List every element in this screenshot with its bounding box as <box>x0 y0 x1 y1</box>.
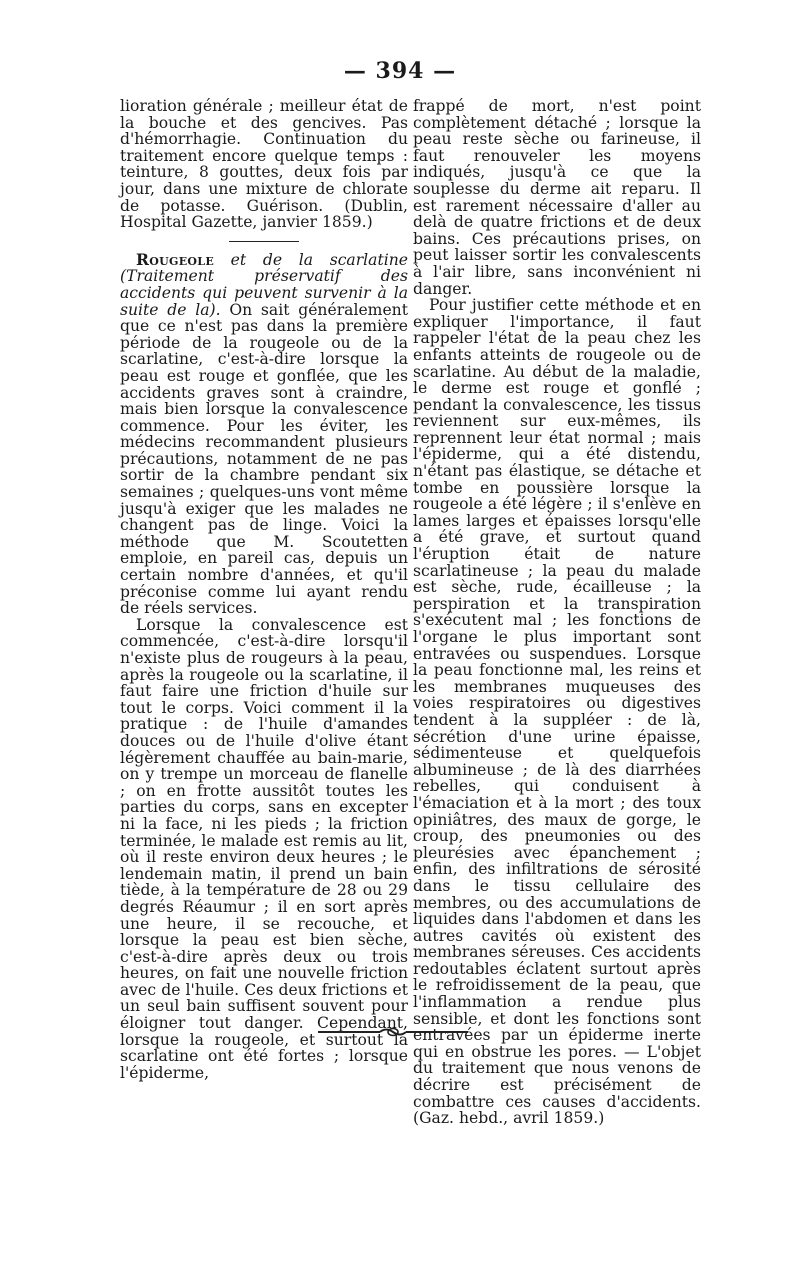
paragraph-rougeole-intro <box>120 249 408 618</box>
end-ornament-icon <box>318 1026 468 1038</box>
section-divider <box>229 241 299 242</box>
paragraph-justification-text: Pour justifier cette méthode et en expliquer l'importance, il faut rappeler l'état de la peau chez les enfants atteints de rougeole ou de scarlatine. Au début de la maladie, le derme est rouge et gonflé ; pendant la convalescence, les tissus reviennent sur eux-mêmes, ils reprennent leur état normal ; mais l'épiderme, qui a été distendu, n'étant pas élastique, se détache et tombe en poussière lorsque la rougeole a été légère ; il s'enlève en lames larges et épaisses lorsqu'elle a été grave, et surtout quand l'éruption était de nature scarlatineuse ; la peau du malade est sèche, rude, écailleuse ; la perspiration et la transpiration s'exécutent mal ; les fonctions de l'organe le plus important sont entravées ou suspendues. Lorsque la peau fonctionne mal, les reins et les membranes muqueuses des voies respiratoires ou digestives tendent à la suppléer : de là, sécrétion d'une urine épaisse, sédimenteuse et quelquefois albumineuse ; de là des diarrhées rebelles, qui conduisent à l'émaciation et à la mort ; des toux opiniâtres, des maux de gorge, le croup, des pneumonies ou des pleurésies avec épanchement ; enfin, des infiltrations de sérosité dans le tissu cellulaire des membres, ou des accumulations de liquides dans l'abdomen et dans les autres cavités où existent des membranes séreuses. Ces accidents redoutables éclatent surtout après le refroidissement de la peau, que l'inflammation a rendue plus sensible, et dont les fonctions sont entravées par un épiderme inerte qui en obstrue les pores. — L'objet du traitement que nous venons de décrire est précisément de combattre ces causes d'accidents. <box>413 296 701 1111</box>
paragraph-continued: frappé de mort, n'est point complètement détaché ; lorsque la peau reste sèche ou farineuse, il faut renouveler les moyens indiqués, jusqu'à ce que la souplesse du derme ait reparu. Il est rarement nécessaire d'aller au delà de quatre frictions et de deux bains. Ces précautions prises, on peut laisser sortir les convalescents à l'air libre, sans inconvénient ni danger. <box>413 97 701 298</box>
left-column <box>120 98 408 1081</box>
paragraph-convalescence: Lorsque la convalescence est commencée, c'est-à-dire lorsqu'il n'existe plus de rougeurs à la peau, après la rougeole ou la scarlatine, il faut faire une friction d'huile sur tout le corps. Voici comment il la pratique : de l'huile d'amandes douces ou de l'huile d'olive étant légèrement chauffée au bain-marie, on y trempe un morceau de flanelle ; on en frotte aussitôt toutes les parties du corps, sans en excepter ni la face, ni les pieds ; la friction terminée, le malade est remis au lit, où il reste environ deux heures ; le lendemain matin, il prend un bain tiède, à la température de 28 ou 29 degrés Réaumur ; il en sort après une heure, il se recouche, et lorsque la peau est bien sèche, c'est-à-dire après deux ou trois heures, on fait une nouvelle friction avec de l'huile. Ces deux frictions et un seul bain suffisent souvent pour éloigner tout danger. Cependant, lorsque la rougeole, et surtout la scarlatine ont été fortes ; lorsque l'épiderme, <box>120 615 408 1082</box>
citation: (Gaz. hebd., avril 1859.) <box>413 1109 605 1128</box>
paragraph-rougeole-text: On sait généralement que ce n'est pas dans la première période de la rougeole ou de la scarlatine, c'est-à-dire lorsque la peau est rouge et gonflée, que les accidents graves sont à craindre, mais bien lorsque la convalescence commence. Pour les éviter, les médecins recommandent plusieurs précautions, notamment de ne pas sortir de la chambre pendant six semaines ; quelques-uns vont même jusqu'à exiger que les malades ne changent pas de linge. Voici la méthode que M. Scoutetten emploie, en pareil cas, depuis un certain nombre d'années, et qu'il préconise comme lui ayant rendu de réels services. <box>120 300 408 618</box>
page-number-header: — 394 — <box>343 58 457 84</box>
paragraph-justification <box>413 297 701 1127</box>
paragraph-hemorrhage-case: lioration générale ; meilleur état de la bouche et des gencives. Pas d'hémorrhagie. Continuation du traitement encore quelque temps : teinture, 8 gouttes, deux fois par jour, dans une mixture de chlorate de potasse. Guérison. (Dublin, Hospital Gazette, janvier 1859.) <box>120 97 408 232</box>
section-subtitle: et de la scarlatine (Traitement préservatif des accidents qui peuvent survenir à la suite de la). <box>120 250 408 319</box>
right-column <box>413 98 701 1127</box>
section-heading-rougeole: Rougeole <box>136 249 215 269</box>
